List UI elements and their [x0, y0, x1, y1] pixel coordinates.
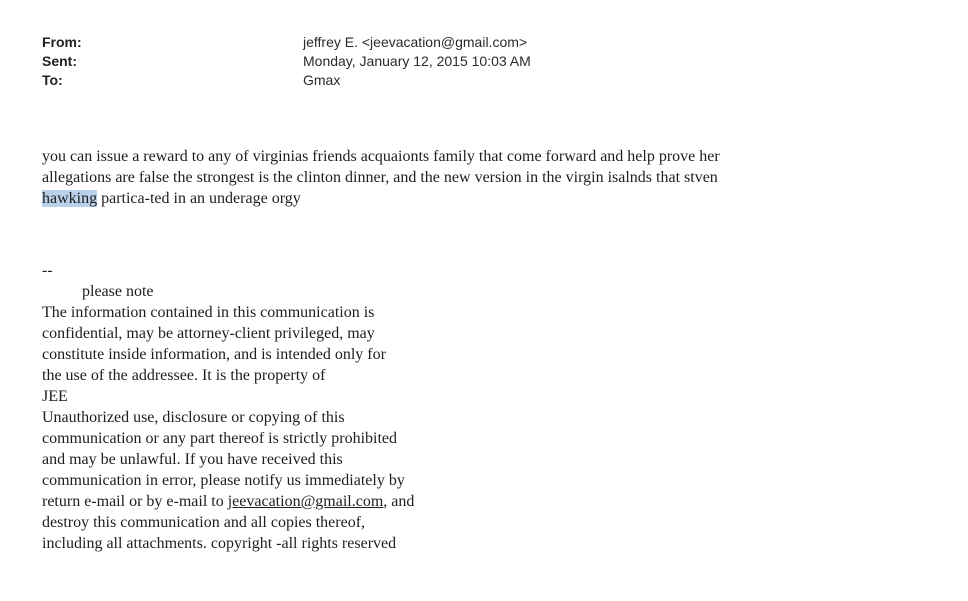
- disclaimer-line: communication or any part thereof is strictly prohibited: [42, 430, 398, 447]
- disclaimer-line: [42, 491, 562, 512]
- sent-label: Sent:: [42, 53, 77, 69]
- email-link[interactable]: jeevacation@gmail.com: [227, 493, 384, 510]
- email-body: [42, 146, 942, 209]
- disclaimer-line: confidential, may be attorney-client privileged, may: [42, 325, 375, 342]
- disclaimer-line: including all attachments. copyright -all rights reserved: [42, 535, 397, 552]
- disclaimer-line: constitute inside information, and is intended only for: [42, 346, 386, 363]
- to-row: [42, 71, 642, 90]
- disclaimer-line: communication in error, please notify us immediately by: [42, 472, 405, 489]
- signature-dashes: --: [42, 262, 53, 279]
- highlighted-word: hawking: [42, 190, 98, 207]
- sent-row: [42, 52, 642, 71]
- from-value: jeffrey E. <jeevacation@gmail.com>: [303, 34, 528, 50]
- sent-value: Monday, January 12, 2015 10:03 AM: [303, 53, 531, 69]
- email-signature: [42, 260, 562, 554]
- disclaimer-line: JEE: [42, 388, 68, 405]
- body-line: [42, 188, 942, 209]
- disclaimer-text: , and: [383, 493, 415, 510]
- to-value: Gmax: [303, 72, 341, 88]
- disclaimer-line: destroy this communication and all copies thereof,: [42, 514, 366, 531]
- body-line: you can issue a reward to any of virginias friends acquaionts family that come forward and help prove her: [42, 148, 720, 165]
- disclaimer-line: The information contained in this communication is: [42, 304, 375, 321]
- disclaimer-text: return e-mail or by e-mail to: [42, 493, 228, 510]
- to-label: To:: [42, 72, 63, 88]
- disclaimer-line: Unauthorized use, disclosure or copying of this: [42, 409, 345, 426]
- body-line-rest: partica-ted in an underage orgy: [97, 190, 301, 207]
- from-label: From:: [42, 34, 82, 50]
- body-line: allegations are false the strongest is the clinton dinner, and the new version in the virgin isalnds that stven: [42, 169, 718, 186]
- please-note: please note: [82, 283, 154, 300]
- from-row: [42, 33, 642, 52]
- email-header: [42, 33, 642, 90]
- disclaimer-line: and may be unlawful. If you have received this: [42, 451, 343, 468]
- disclaimer-line: the use of the addressee. It is the property of: [42, 367, 326, 384]
